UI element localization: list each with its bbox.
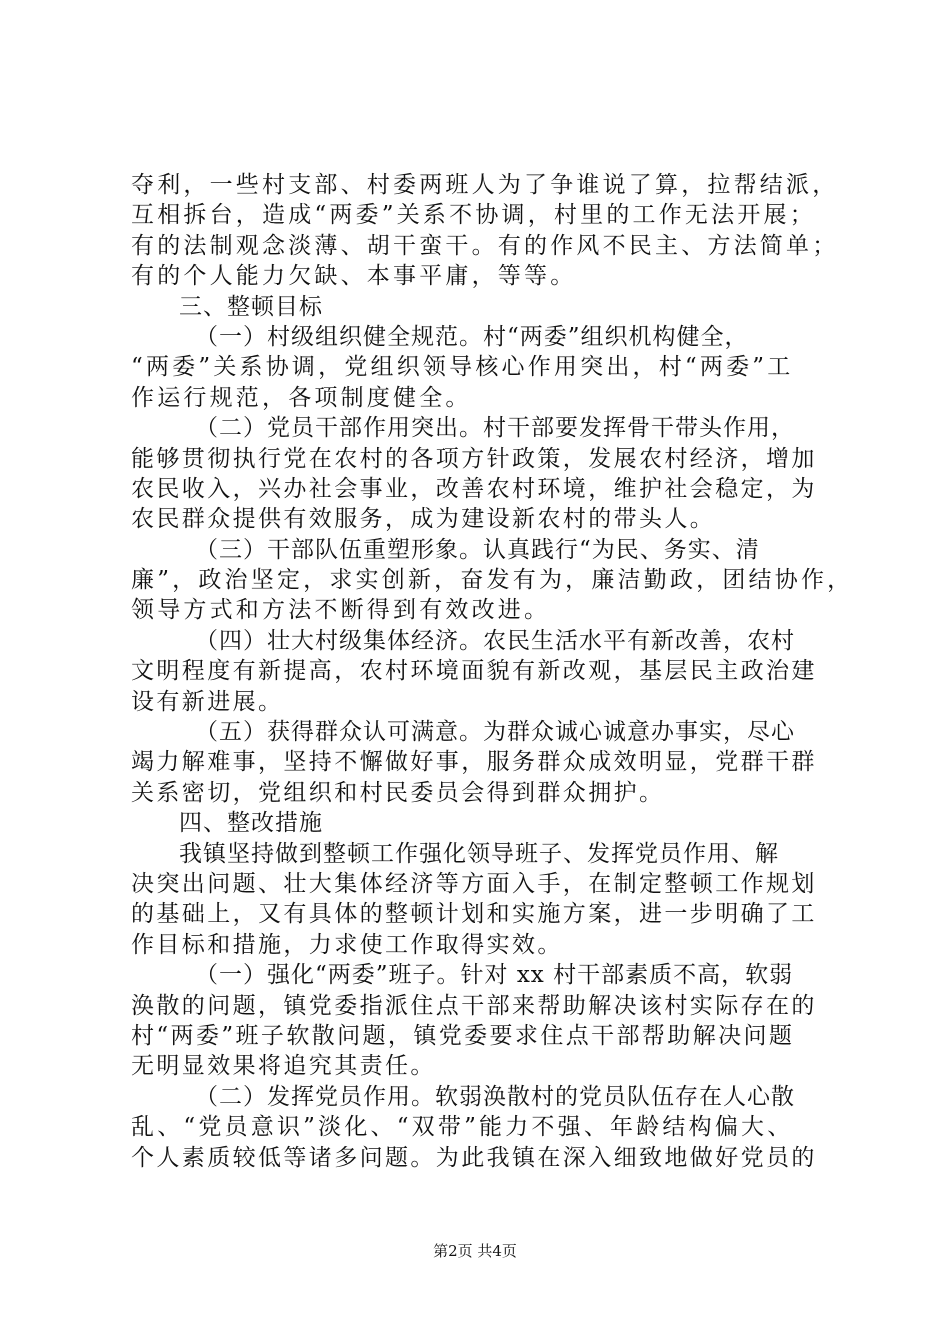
text-line: 涣散的问题，镇党委指派住点干部来帮助解决该村实际存在的 (131, 992, 817, 1019)
text-line: （三）干部队伍重塑形象。认真践行“为民、务实、清 (195, 536, 760, 563)
text-line: 有的个人能力欠缺、本事平庸，等等。 (131, 263, 577, 290)
text-line: （四）壮大村级集体经济。农民生活水平有新改善，农村 (195, 627, 795, 654)
text-line: （一）强化“两委”班子。针对 xx 村干部素质不高，软弱 (195, 962, 794, 989)
text-line: 设有新进展。 (131, 688, 284, 715)
text-line: 关系密切，党组织和村民委员会得到群众拥护。 (131, 779, 665, 806)
text-line: 乱、“党员意识”淡化、“双带”能力不强、年龄结构偏大、 (131, 1114, 794, 1141)
page-number-footer: 第2页 共4页 (433, 1242, 517, 1260)
text-line: （五）获得群众认可满意。为群众诚心诚意办事实，尽心 (195, 719, 795, 746)
text-line: 农民收入，兴办社会事业，改善农村环境，维护社会稳定，为 (131, 475, 817, 502)
document-body (131, 170, 854, 1173)
text-line: 夺利，一些村支部、村委两班人为了争谁说了算，拉帮结派， (131, 172, 839, 198)
text-line: 个人素质较低等诸多问题。为此我镇在深入细致地做好党员的 (131, 1144, 817, 1171)
text-line: （二）发挥党员作用。软弱涣散村的党员队伍存在人心散 (195, 1083, 795, 1110)
text-line: 领导方式和方法不断得到有效改进。 (131, 597, 551, 624)
text-line: 我镇坚持做到整顿工作强化领导班子、发挥党员作用、解 (179, 840, 779, 867)
text-line: 农民群众提供有效服务，成为建设新农村的带头人。 (131, 506, 716, 533)
text-line: 无明显效果将追究其责任。 (131, 1053, 436, 1080)
text-line: 村“两委”班子软散问题，镇党委要求住点干部帮助解决问题 (131, 1022, 795, 1049)
text-line: （二）党员干部作用突出。村干部要发挥骨干带头作用， (195, 415, 795, 442)
text-line: “两委”关系协调，党组织领导核心作用突出，村“两委”工 (131, 354, 794, 381)
text-line: 作运行规范，各项制度健全。 (131, 384, 472, 411)
text-line: 廉”，政治坚定，求实创新，奋发有为，廉洁勤政，团结协作， (131, 567, 854, 594)
section-heading: 三、整顿目标 (179, 293, 323, 320)
text-line: （一）村级组织健全规范。村“两委”组织机构健全， (195, 323, 749, 350)
text-line: 竭力解难事，坚持不懈做好事，服务群众成效明显，党群干群 (131, 749, 817, 776)
text-line: 作目标和措施，力求使工作取得实效。 (131, 931, 563, 958)
text-line: 互相拆台，造成“两委”关系不协调，村里的工作无法开展； (131, 202, 816, 229)
text-line: 能够贯彻执行党在农村的各项方针政策，发展农村经济，增加 (131, 445, 817, 472)
text-line: 决突出问题、壮大集体经济等方面入手，在制定整顿工作规划 (131, 870, 817, 897)
text-line: 的基础上，又有具体的整顿计划和实施方案，进一步明确了工 (131, 901, 817, 928)
text-line: 文明程度有新提高，农村环境面貌有新改观，基层民主政治建 (131, 658, 817, 685)
text-line: 有的法制观念淡薄、胡干蛮干。有的作风不民主、方法简单； (131, 232, 839, 259)
section-heading: 四、整改措施 (179, 810, 323, 837)
